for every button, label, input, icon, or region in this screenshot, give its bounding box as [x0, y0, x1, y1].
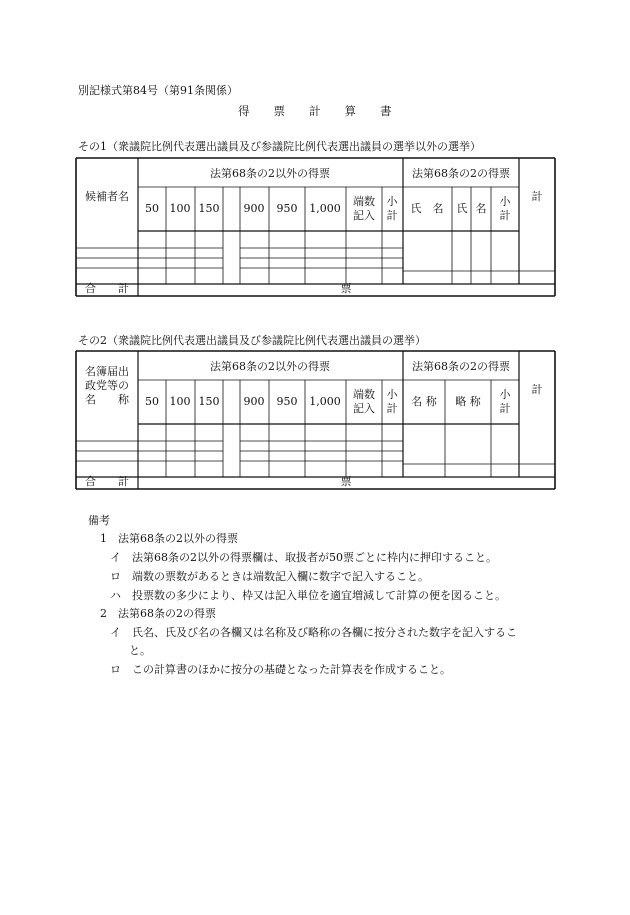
subtotal-col-label: 計: [386, 209, 398, 222]
form-number: 別記様式第84号（第91条関係）: [78, 84, 238, 97]
total-header: 計: [531, 383, 543, 396]
tally-column-label: 50: [145, 395, 159, 408]
total-header: 計: [531, 190, 543, 203]
subtotal-col-label: 小: [386, 388, 398, 401]
tally-column-label: 150: [198, 395, 220, 408]
table-section-1: [76, 158, 555, 296]
note-item: ハ 投票数の多少により、枠又は記入単位を適宜増減して計算の便を図ること。: [110, 589, 506, 602]
tally-column-label: 50: [145, 202, 159, 215]
footer-total-label: 合 計: [85, 475, 129, 488]
art68-other-header: 法第68条の2以外の得票: [210, 167, 330, 180]
art68-2-col-label: 氏 名: [410, 202, 444, 215]
tally-column-label: 100: [169, 202, 191, 215]
document-title: 得票計算書: [238, 104, 416, 118]
note-item: 1 法第68条の2以外の得票: [100, 532, 238, 545]
first-col-header: 名 称: [85, 393, 129, 406]
first-col-header: 候補者名: [85, 190, 129, 203]
art68-2-header: 法第68条の2の得票: [412, 360, 510, 373]
note-item: ロ この計算書のほかに按分の基礎となった計算表を作成すること。: [110, 663, 451, 676]
tally-column-label: 950: [276, 202, 298, 215]
footer-unit: 票: [340, 475, 352, 488]
footer-unit: 票: [340, 282, 352, 295]
fraction-col-label: 端数: [353, 388, 375, 401]
art68-2-col-label: 氏: [456, 202, 468, 215]
art68-other-header: 法第68条の2以外の得票: [210, 360, 330, 373]
note-item: と。: [129, 644, 151, 657]
tally-column-label: 950: [276, 395, 298, 408]
art68-2-col-label: 名: [475, 202, 487, 215]
tally-column-label: 150: [198, 202, 220, 215]
art68-2-header: 法第68条の2の得票: [412, 167, 510, 180]
note-item: イ 氏名、氏及び名の各欄又は名称及び略称の各欄に按分された数字を記入するこ: [110, 626, 517, 639]
note-item: 2 法第68条の2の得票: [100, 607, 216, 620]
art68-2-col-label: 略 称: [455, 395, 481, 408]
note-item: ロ 端数の票数があるときは端数記入欄に数字で記入すること。: [110, 570, 429, 583]
subtotal-col-label: 小: [499, 388, 511, 401]
subtotal-col-label: 計: [499, 209, 511, 222]
first-col-header: 政党等の: [85, 379, 129, 392]
fraction-col-label: 記入: [353, 209, 375, 222]
tally-column-label: 900: [243, 202, 265, 215]
subtotal-col-label: 計: [499, 402, 511, 415]
note-item: イ 法第68条の2以外の得票欄は、取扱者が50票ごとに枠内に押印すること。: [110, 551, 497, 564]
subtotal-col-label: 小: [499, 195, 511, 208]
table-section-2: [76, 351, 555, 489]
subtotal-col-label: 小: [386, 195, 398, 208]
subtotal-col-label: 計: [386, 402, 398, 415]
art68-2-col-label: 名 称: [411, 395, 437, 408]
tally-column-label: 1,000: [309, 202, 341, 215]
notes-heading: 備考: [88, 514, 110, 527]
tally-column-label: 900: [243, 395, 265, 408]
section-1-caption: その1（衆議院比例代表選出議員及び参議院比例代表選出議員の選挙以外の選挙）: [78, 140, 481, 153]
footer-total-label: 合 計: [85, 282, 129, 295]
tally-column-label: 1,000: [309, 395, 341, 408]
first-col-header: 名簿届出: [85, 365, 129, 378]
fraction-col-label: 記入: [353, 402, 375, 415]
fraction-col-label: 端数: [353, 195, 375, 208]
tally-column-label: 100: [169, 395, 191, 408]
section-2-caption: その2（衆議院比例代表選出議員及び参議院比例代表選出議員の選挙）: [78, 334, 426, 347]
